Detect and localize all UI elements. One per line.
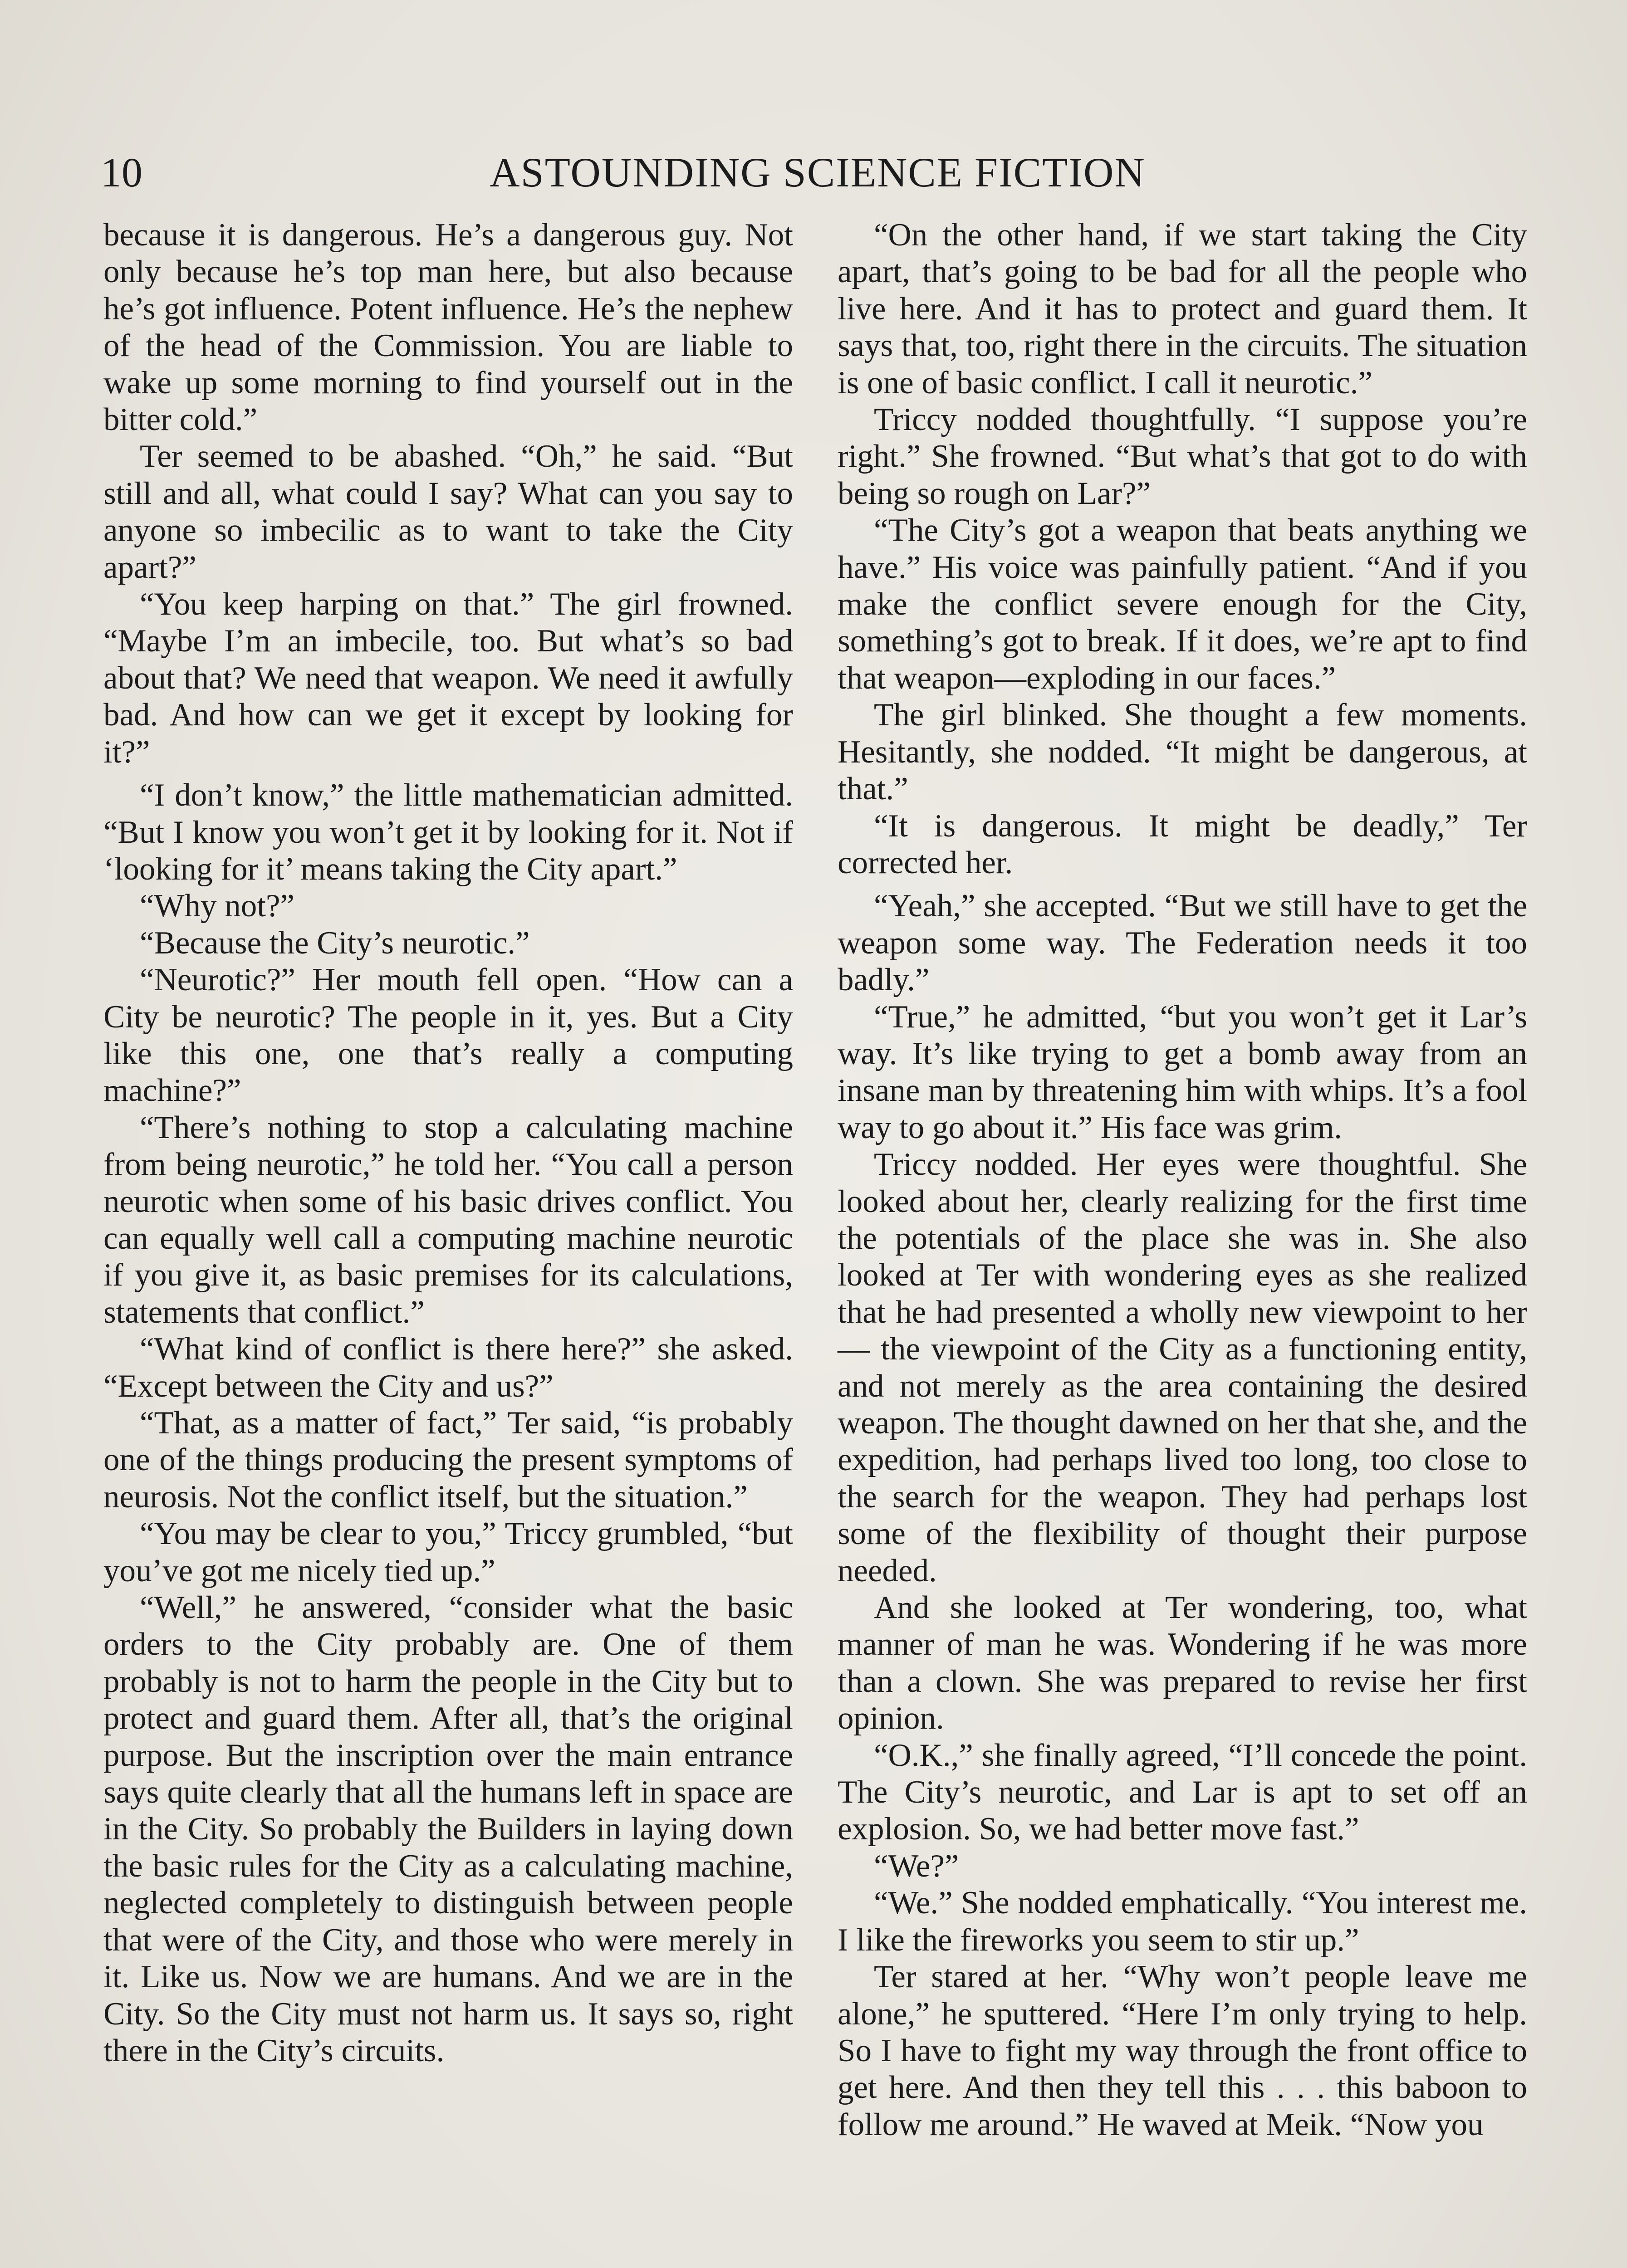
paragraph: “We.” She nodded emphatically. “You interest me. I like the fireworks you seem to stir up.” (838, 1885, 1527, 1958)
paragraph: “True,” he admitted, “but you won’t get it Lar’s way. It’s like trying to get a bomb away from an insane man by threatening him with whips. It’s a fool way to go about it.” His face was grim. (838, 999, 1527, 1145)
paragraph: And she looked at Ter wondering, too, what manner of man he was. Wondering if he was more than a clown. She was prepared to revise her first opinion. (838, 1590, 1527, 1736)
paragraph: The girl blinked. She thought a few moments. Hesitantly, she nodded. “It might be dangerous, at that.” (838, 697, 1527, 807)
right-text-column (838, 217, 1527, 2143)
paragraph: “There’s nothing to stop a calculating machine from being neurotic,” he told her. “You call a person neurotic when some of his basic drives conflict. You can equally well call a computing machine neurotic if you give it, as basic premises for its calculations, statements that conflict.” (103, 1110, 793, 1330)
paragraph: “Yeah,” she accepted. “But we still have to get the weapon some way. The Federation needs it too badly.” (838, 888, 1527, 998)
paragraph: “The City’s got a weapon that beats anything we have.” His voice was painfully patient. “And if you make the conflict severe enough for the City, something’s got to break. If it does, we’re apt to find that weapon—exploding in our faces.” (838, 513, 1527, 696)
paragraph: “Why not?” (140, 888, 295, 924)
paragraph: “Well,” he answered, “consider what the basic orders to the City probably are. One of them probably is not to harm the people in the City but to protect and guard them. After all, that’s the original purpose. But the inscription over the main entrance says quite clearly that all the humans left in space are in the City. So probably the Builders in laying down the basic rules for the City as a calculating machine, neglected completely to distinguish between people that were of the City, and those who were merely in it. Like us. Now we are humans. And we are in the City. So the City must not harm us. It says so, right there in the City’s circuits. (103, 1590, 793, 2068)
paragraph: Triccy nodded thoughtfully. “I suppose you’re right.” She frowned. “But what’s that got to do with being so rough on Lar?” (838, 402, 1527, 511)
page-number: 10 (101, 149, 142, 196)
left-text-column (103, 217, 793, 2069)
paragraph: “O.K.,” she finally agreed, “I’ll concede the point. The City’s neurotic, and Lar is apt to set off an explosion. So, we had better move fast.” (838, 1737, 1527, 1847)
page-header (101, 145, 1534, 200)
paragraph: Ter seemed to be abashed. “Oh,” he said. “But still and all, what could I say? What can you say to anyone so imbecilic as to want to take the City apart?” (103, 439, 793, 585)
paragraph: “I don’t know,” the little mathematician admitted. “But I know you won’t get it by looking for it. Not if ‘looking for it’ means taking the City apart.” (103, 777, 793, 887)
paragraph: “Neurotic?” Her mouth fell open. “How can a City be neurotic? The people in it, yes. But a City like this one, one that’s really a computing machine?” (103, 962, 793, 1109)
paragraph: “What kind of conflict is there here?” she asked. “Except between the City and us?” (103, 1331, 793, 1404)
paragraph: “You keep harping on that.” The girl frowned. “Maybe I’m an imbecile, too. But what’s so bad about that? We need that weapon. We need it awfully bad. And how can we get it except by looking for it?” (103, 587, 793, 770)
paragraph: Triccy nodded. Her eyes were thoughtful. She looked about her, clearly realizing for the first time the potentials of the place she was in. She also looked at Ter with wondering eyes as she realized that he had presented a wholly new viewpoint to her— the viewpoint of the City as a functioning entity, and not merely as the area containing the desired weapon. The thought dawned on her that she, and the expedition, had perhaps lived too long, too close to the search for the weapon. They had perhaps lost some of the flexibility of thought their purpose needed. (838, 1147, 1527, 1589)
paragraph: “We?” (874, 1848, 959, 1884)
paragraph: because it is dangerous. He’s a dangerous guy. Not only because he’s top man here, but also because he’s got influence. Potent influence. He’s the nephew of the head of the Commission. You are liable to wake up some morning to find yourself out in the bitter cold.” (103, 217, 793, 438)
paragraph: “It is dangerous. It might be deadly,” Ter corrected her. (838, 808, 1527, 880)
paragraph: “You may be clear to you,” Triccy grumbled, “but you’ve got me nicely tied up.” (103, 1516, 793, 1589)
running-head: ASTOUNDING SCIENCE FICTION (490, 149, 1146, 196)
paragraph: Ter stared at her. “Why won’t people leave me alone,” he sputtered. “Here I’m only trying to help. So I have to fight my way through the front office to get here. And then they tell this . . . this baboon to follow me around.” He waved at Meik. “Now you (838, 1959, 1527, 2142)
paragraph: “On the other hand, if we start taking the City apart, that’s going to be bad for all the people who live here. And it has to protect and guard them. It says that, too, right there in the circuits. The situation is one of basic conflict. I call it neurotic.” (838, 217, 1527, 401)
paragraph: “That, as a matter of fact,” Ter said, “is probably one of the things producing the present symptoms of neurosis. Not the conflict itself, but the situation.” (103, 1405, 793, 1515)
paragraph: “Because the City’s neurotic.” (140, 925, 530, 961)
